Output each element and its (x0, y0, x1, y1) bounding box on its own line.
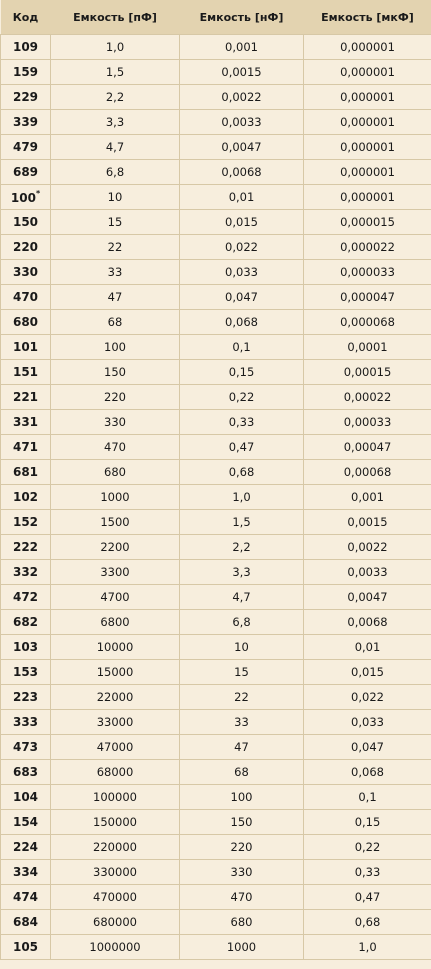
nf-cell: 100 (180, 785, 304, 810)
nf-cell: 0,22 (180, 385, 304, 410)
uf-cell: 0,047 (304, 735, 431, 760)
code-value: 471 (12, 440, 39, 454)
nf-cell: 0,0033 (180, 110, 304, 135)
header-code: Код (1, 0, 51, 35)
header-capacitance-uf: Емкость [мкФ] (304, 0, 431, 35)
code-value: 104 (12, 790, 39, 804)
code-value: 153 (12, 665, 39, 679)
table-row (1, 460, 431, 485)
pf-cell: 220 (51, 385, 180, 410)
pf-cell: 3,3 (51, 110, 180, 135)
code-cell (1, 285, 51, 310)
code-value: 109 (12, 40, 39, 54)
uf-cell: 0,47 (304, 885, 431, 910)
code-cell (1, 910, 51, 935)
table-row (1, 835, 431, 860)
uf-cell: 0,000001 (304, 35, 431, 60)
nf-cell: 0,001 (180, 35, 304, 60)
table-body (1, 35, 431, 960)
uf-cell: 0,00033 (304, 410, 431, 435)
code-value: 332 (12, 565, 39, 579)
nf-cell: 0,01 (180, 185, 304, 210)
code-value: 223 (12, 690, 39, 704)
nf-cell: 150 (180, 810, 304, 835)
nf-cell: 6,8 (180, 610, 304, 635)
nf-cell: 0,022 (180, 235, 304, 260)
table-row (1, 660, 431, 685)
nf-cell: 33 (180, 710, 304, 735)
code-cell (1, 935, 51, 960)
pf-cell: 47 (51, 285, 180, 310)
table-row (1, 510, 431, 535)
nf-cell: 10 (180, 635, 304, 660)
pf-cell: 15000 (51, 660, 180, 685)
uf-cell: 0,000022 (304, 235, 431, 260)
pf-cell: 220000 (51, 835, 180, 860)
code-value: 331 (12, 415, 39, 429)
pf-cell: 33 (51, 260, 180, 285)
uf-cell: 0,000001 (304, 85, 431, 110)
table-row (1, 685, 431, 710)
code-cell (1, 385, 51, 410)
code-cell (1, 710, 51, 735)
pf-cell: 22000 (51, 685, 180, 710)
code-cell (1, 360, 51, 385)
table-row (1, 60, 431, 85)
header-capacitance-pf: Емкость [пФ] (51, 0, 180, 35)
nf-cell: 0,068 (180, 310, 304, 335)
table-row (1, 610, 431, 635)
pf-cell: 330 (51, 410, 180, 435)
pf-cell: 6,8 (51, 160, 180, 185)
nf-cell: 0,015 (180, 210, 304, 235)
pf-cell: 10 (51, 185, 180, 210)
code-cell (1, 110, 51, 135)
uf-cell: 0,000001 (304, 185, 431, 210)
nf-cell: 0,047 (180, 285, 304, 310)
code-value: 105 (12, 940, 39, 954)
code-value: 339 (12, 115, 39, 129)
code-value: 333 (12, 715, 39, 729)
header-capacitance-nf: Емкость [нФ] (180, 0, 304, 35)
code-value: 472 (12, 590, 39, 604)
nf-cell: 680 (180, 910, 304, 935)
uf-cell: 0,000033 (304, 260, 431, 285)
table-row (1, 735, 431, 760)
code-value: 224 (12, 840, 39, 854)
uf-cell: 1,0 (304, 935, 431, 960)
code-cell (1, 760, 51, 785)
nf-cell: 0,47 (180, 435, 304, 460)
uf-cell: 0,1 (304, 785, 431, 810)
table-row (1, 310, 431, 335)
uf-cell: 0,15 (304, 810, 431, 835)
nf-cell: 1,0 (180, 485, 304, 510)
code-value: 479 (12, 140, 39, 154)
uf-cell: 0,000001 (304, 135, 431, 160)
pf-cell: 6800 (51, 610, 180, 635)
code-cell (1, 260, 51, 285)
uf-cell: 0,068 (304, 760, 431, 785)
table-row (1, 935, 431, 960)
nf-cell: 3,3 (180, 560, 304, 585)
pf-cell: 150000 (51, 810, 180, 835)
code-cell (1, 735, 51, 760)
table-row (1, 635, 431, 660)
nf-cell: 470 (180, 885, 304, 910)
code-cell (1, 60, 51, 85)
table-row (1, 785, 431, 810)
code-value: 684 (12, 915, 39, 929)
pf-cell: 680000 (51, 910, 180, 935)
code-value: 102 (12, 490, 39, 504)
code-value: 159 (12, 65, 39, 79)
pf-cell: 2,2 (51, 85, 180, 110)
code-cell (1, 485, 51, 510)
table-header (1, 0, 431, 35)
uf-cell: 0,22 (304, 835, 431, 860)
code-cell (1, 135, 51, 160)
pf-cell: 47000 (51, 735, 180, 760)
pf-cell: 1000000 (51, 935, 180, 960)
nf-cell: 15 (180, 660, 304, 685)
nf-cell: 0,68 (180, 460, 304, 485)
code-value: 100 (10, 190, 36, 205)
code-value: 473 (12, 740, 39, 754)
pf-cell: 1,5 (51, 60, 180, 85)
pf-cell: 4,7 (51, 135, 180, 160)
code-cell (1, 160, 51, 185)
code-cell (1, 660, 51, 685)
nf-cell: 1000 (180, 935, 304, 960)
table-row (1, 110, 431, 135)
code-value: 222 (12, 540, 39, 554)
nf-cell: 4,7 (180, 585, 304, 610)
code-value: 683 (12, 765, 39, 779)
uf-cell: 0,00022 (304, 385, 431, 410)
code-cell (1, 860, 51, 885)
code-cell (1, 560, 51, 585)
code-value: 150 (12, 215, 39, 229)
uf-cell: 0,33 (304, 860, 431, 885)
table-row (1, 710, 431, 735)
uf-cell: 0,000001 (304, 160, 431, 185)
uf-cell: 0,0022 (304, 535, 431, 560)
table-row (1, 435, 431, 460)
table-row (1, 760, 431, 785)
code-cell (1, 835, 51, 860)
pf-cell: 150 (51, 360, 180, 385)
nf-cell: 0,15 (180, 360, 304, 385)
code-value: 152 (12, 515, 39, 529)
code-cell (1, 885, 51, 910)
table-row (1, 385, 431, 410)
code-cell (1, 610, 51, 635)
code-cell (1, 510, 51, 535)
uf-cell: 0,000001 (304, 110, 431, 135)
code-value: 680 (12, 315, 39, 329)
nf-cell: 0,0015 (180, 60, 304, 85)
pf-cell: 33000 (51, 710, 180, 735)
pf-cell: 68 (51, 310, 180, 335)
code-cell (1, 585, 51, 610)
pf-cell: 470000 (51, 885, 180, 910)
table-row (1, 160, 431, 185)
pf-cell: 470 (51, 435, 180, 460)
code-value: 221 (12, 390, 39, 404)
code-value: 220 (12, 240, 39, 254)
table-row (1, 885, 431, 910)
nf-cell: 22 (180, 685, 304, 710)
nf-cell: 220 (180, 835, 304, 860)
pf-cell: 330000 (51, 860, 180, 885)
code-value: 101 (12, 340, 39, 354)
code-cell (1, 35, 51, 60)
code-value: 682 (12, 615, 39, 629)
table-row (1, 85, 431, 110)
table-row (1, 335, 431, 360)
uf-cell: 0,0068 (304, 610, 431, 635)
uf-cell: 0,000068 (304, 310, 431, 335)
table-row (1, 210, 431, 235)
footnote-marker: * (35, 188, 41, 198)
nf-cell: 330 (180, 860, 304, 885)
code-cell (1, 185, 51, 210)
uf-cell: 0,00047 (304, 435, 431, 460)
code-cell (1, 685, 51, 710)
pf-cell: 3300 (51, 560, 180, 585)
pf-cell: 22 (51, 235, 180, 260)
uf-cell: 0,0015 (304, 510, 431, 535)
table-row (1, 260, 431, 285)
uf-cell: 0,015 (304, 660, 431, 685)
pf-cell: 1500 (51, 510, 180, 535)
code-cell (1, 460, 51, 485)
uf-cell: 0,00015 (304, 360, 431, 385)
nf-cell: 68 (180, 760, 304, 785)
nf-cell: 2,2 (180, 535, 304, 560)
nf-cell: 0,1 (180, 335, 304, 360)
table-row (1, 135, 431, 160)
uf-cell: 0,0001 (304, 335, 431, 360)
table-row (1, 360, 431, 385)
uf-cell: 0,00068 (304, 460, 431, 485)
code-value: 229 (12, 90, 39, 104)
table-row (1, 535, 431, 560)
table-row (1, 860, 431, 885)
pf-cell: 4700 (51, 585, 180, 610)
code-cell (1, 435, 51, 460)
nf-cell: 0,33 (180, 410, 304, 435)
pf-cell: 1000 (51, 485, 180, 510)
uf-cell: 0,022 (304, 685, 431, 710)
pf-cell: 100000 (51, 785, 180, 810)
table-row (1, 810, 431, 835)
uf-cell: 0,0047 (304, 585, 431, 610)
code-cell (1, 235, 51, 260)
uf-cell: 0,000015 (304, 210, 431, 235)
uf-cell: 0,0033 (304, 560, 431, 585)
table-row (1, 485, 431, 510)
code-cell (1, 535, 51, 560)
pf-cell: 1,0 (51, 35, 180, 60)
code-cell (1, 85, 51, 110)
code-value: 470 (12, 290, 39, 304)
nf-cell: 0,0022 (180, 85, 304, 110)
table-row (1, 235, 431, 260)
uf-cell: 0,000001 (304, 60, 431, 85)
pf-cell: 100 (51, 335, 180, 360)
table-row (1, 585, 431, 610)
nf-cell: 1,5 (180, 510, 304, 535)
table-row (1, 285, 431, 310)
pf-cell: 2200 (51, 535, 180, 560)
header-row (1, 0, 431, 35)
nf-cell: 0,0047 (180, 135, 304, 160)
code-value: 681 (12, 465, 39, 479)
nf-cell: 0,033 (180, 260, 304, 285)
uf-cell: 0,68 (304, 910, 431, 935)
pf-cell: 68000 (51, 760, 180, 785)
table-row (1, 560, 431, 585)
code-value: 103 (12, 640, 39, 654)
code-cell (1, 310, 51, 335)
code-cell (1, 635, 51, 660)
uf-cell: 0,000047 (304, 285, 431, 310)
pf-cell: 680 (51, 460, 180, 485)
code-cell (1, 210, 51, 235)
uf-cell: 0,01 (304, 635, 431, 660)
code-value: 474 (12, 890, 39, 904)
pf-cell: 10000 (51, 635, 180, 660)
table-row (1, 185, 431, 210)
code-value: 689 (12, 165, 39, 179)
code-value: 334 (12, 865, 39, 879)
nf-cell: 47 (180, 735, 304, 760)
code-value: 330 (12, 265, 39, 279)
code-cell (1, 810, 51, 835)
code-cell (1, 335, 51, 360)
table-row (1, 410, 431, 435)
code-cell (1, 785, 51, 810)
code-value: 151 (12, 365, 39, 379)
nf-cell: 0,0068 (180, 160, 304, 185)
uf-cell: 0,033 (304, 710, 431, 735)
pf-cell: 15 (51, 210, 180, 235)
table-row (1, 910, 431, 935)
uf-cell: 0,001 (304, 485, 431, 510)
table-row (1, 35, 431, 60)
code-value: 154 (12, 815, 39, 829)
code-cell (1, 410, 51, 435)
